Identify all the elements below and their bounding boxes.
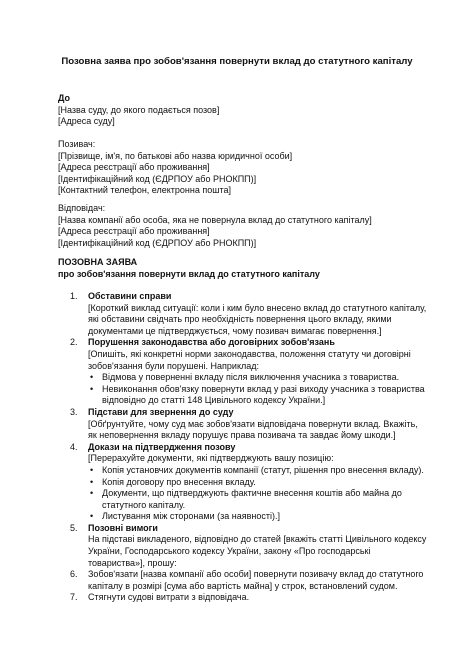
bullet-text-line: Відмова у поверненні вкладу після виключення учасника з товариства. [102,372,400,383]
item-text-line: як неповернення вкладу порушує права позивача та завдає йому шкоди.] [88,430,396,441]
bullet-text-line: Листування між сторонами (за наявності).] [102,511,280,522]
defendant-heading: Відповідач: [58,203,106,213]
bullet-text-line: Копія договору про внесення вкладу. [102,476,256,487]
claim-item [58,407,438,442]
bullet-dot-icon: • [90,511,94,522]
item-text-line: [Опишіть, які конкретні норми законодавства, положення статуту чи договірні [88,348,411,359]
bullet-item [88,511,438,523]
item-number: 1. [70,291,78,301]
claim-item [58,291,438,337]
claim-item [58,442,438,523]
item-number: 2. [70,337,78,348]
item-text-line: Стягнути судові витрати з відповідача. [88,592,250,603]
bullet-dot-icon: • [90,372,94,383]
item-number: 6. [70,569,78,580]
claim-heading: ПОЗОВНА ЗАЯВА [58,257,138,267]
plaintiff-line: [Контактний телефон, електронна пошта] [58,185,232,196]
court-address-line: [Адреса суду] [58,116,115,127]
item-number: 7. [70,592,78,603]
item-text-line: [Обґрунтуйте, чому суд має зобов'язати відповідача повернути вклад. Вкажіть, [88,418,418,429]
court-block [58,93,438,128]
claim-item [58,569,438,592]
item-title: Підстави для звернення до суду [88,406,234,417]
plaintiff-line: [Прізвище, ім'я, по батькові або назва юридичної особи] [58,150,293,161]
bullet-item [88,488,438,511]
defendant-block [58,203,438,249]
bullet-item [88,384,438,407]
item-text-line: [Перерахуйте документи, які підтверджують вашу позицію: [88,453,334,464]
court-heading: До [58,93,71,103]
bullet-dot-icon: • [90,383,94,394]
item-number: 4. [70,441,78,452]
item-text-line: Зобов'язати [назва компанії або особи] повернути позивачу вклад до статутного [88,569,424,580]
item-number: 3. [70,406,78,417]
plaintiff-block [58,139,438,197]
claim-item [58,337,438,407]
bullet-text-line: Невиконання обов'язку повернути вклад у разі виходу учасника з товариства [102,383,425,394]
item-text-line: зобов'язання були порушені. Наприклад: [88,360,259,371]
item-text-line: України, Господарського кодексу України, закону «Про господарські [88,546,371,557]
item-text-line: документами це підтверджується, чому позивач вимагає повернення.] [88,325,382,336]
bullet-item [88,477,438,489]
claim-items [58,291,438,604]
item-title: Порушення законодавства або договірних зобов'язань [88,337,335,348]
claim-heading-block [58,257,438,280]
plaintiff-line: [Ідентифікаційний код (ЄДРПОУ або РНОКПП)] [58,173,257,184]
court-name-line: [Назва суду, до якого подається позов] [58,104,220,115]
claim-item [58,523,438,569]
claim-items-list [58,291,438,604]
bullet-text-line: Документи, що підтверджують фактичне внесення коштів або майна до [102,488,402,499]
bullet-item [88,372,438,384]
document-title: Позовна заява про зобов'язання повернути вклад до статутного капіталу [61,56,413,67]
bullet-item [88,465,438,477]
item-text-line: які обставини свідчать про необхідність повернення цього вкладу, якими [88,314,392,325]
plaintiff-line: [Адреса реєстрації або проживання] [58,162,210,173]
bullet-dot-icon: • [90,476,94,487]
bullet-text-line: Копія установчих документів компанії (статут, рішення про внесення вкладу). [102,464,424,475]
claim-subheading: про зобов'язання повернути вклад до статутного капіталу [58,268,320,279]
item-number: 5. [70,522,78,533]
plaintiff-heading: Позивач: [58,139,96,149]
item-title: Докази на підтвердження позову [88,441,236,452]
bullet-dot-icon: • [90,488,94,499]
claim-item [58,592,438,604]
item-title: Обставини справи [88,291,172,301]
defendant-line: [Адреса реєстрації або проживання] [58,226,210,237]
bullet-dot-icon: • [90,464,94,475]
bullet-text-line: статутного капіталу. [102,499,186,510]
item-text-line: капіталу в розмірі [сума або вартість майна] у строк, встановлений судом. [88,580,398,591]
bullet-text-line: відповідно до статті 148 Цивільного кодексу України.] [102,395,326,406]
item-title: Позовні вимоги [88,522,158,533]
item-text-line: На підставі викладеного, відповідно до статей [вкажіть статті Цивільного кодексу [88,534,427,545]
item-text-line: товариства»], прошу: [88,557,177,568]
defendant-line: [Назва компанії або особа, яка не повернула вклад до статутного капіталу] [58,214,372,225]
item-text-line: [Короткий виклад ситуації: коли і ким було внесено вклад до статутного капіталу, [88,302,427,313]
defendant-line: [Ідентифікаційний код (ЄДРПОУ або РНОКПП)] [58,237,257,248]
